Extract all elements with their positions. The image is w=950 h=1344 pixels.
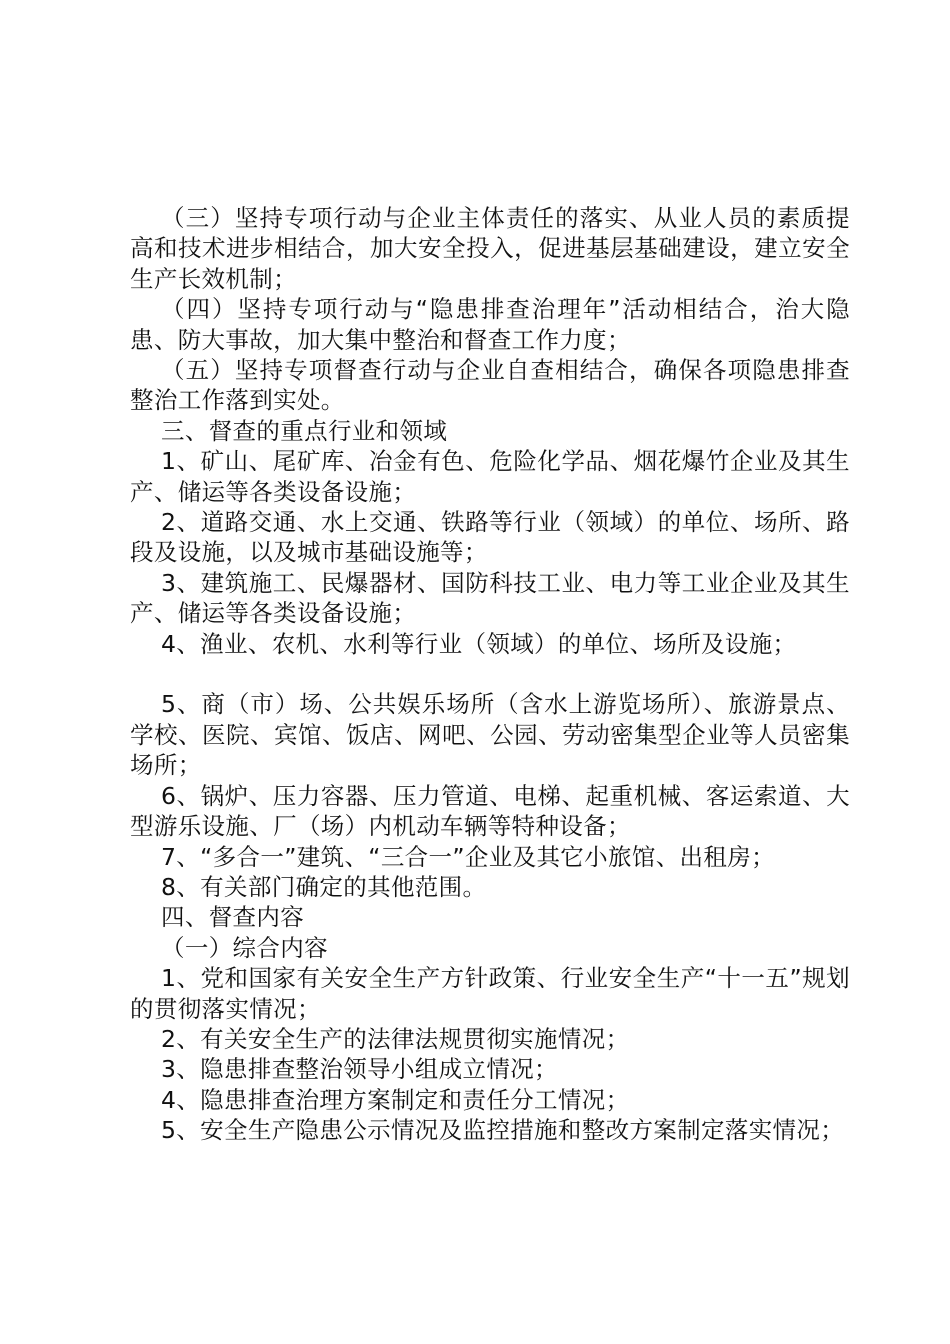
list-item-industry-3: 3、建筑施工、民爆器材、国防科技工业、电力等工业企业及其生产、储运等各类设备设施； xyxy=(130,568,850,628)
list-item-content-5: 5、安全生产隐患公示情况及监控措施和整改方案制定落实情况； xyxy=(161,1116,845,1145)
list-item-industry-6: 6、锅炉、压力容器、压力管道、电梯、起重机械、客运索道、大型游乐设施、厂（场）内机动车辆等特种设备； xyxy=(130,781,850,841)
paragraph-principle-3: （三）坚持专项行动与企业主体责任的落实、从业人员的素质提高和技术进步相结合，加大安全投入，促进基层基础建设，建立安全生产长效机制； xyxy=(130,204,850,293)
paragraph-principle-4: （四）坚持专项行动与“隐患排查治理年”活动相结合，治大隐患、防大事故，加大集中整治和督查工作力度； xyxy=(130,295,850,354)
blank-line xyxy=(130,659,850,689)
section-heading-key-industries: 三、督查的重点行业和领域 xyxy=(161,416,448,445)
document-body xyxy=(130,203,850,1146)
list-item-industry-2: 2、道路交通、水上交通、铁路等行业（领域）的单位、场所、路段及设施，以及城市基础设施等； xyxy=(130,508,850,567)
list-item-content-1: 1、党和国家有关安全生产方针政策、行业安全生产“十一五”规划的贯彻落实情况； xyxy=(130,964,850,1023)
list-item-content-4: 4、隐患排查治理方案制定和责任分工情况； xyxy=(161,1085,630,1114)
list-item-industry-8: 8、有关部门确定的其他范围。 xyxy=(161,872,487,901)
list-item-industry-1: 1、矿山、尾矿库、冶金有色、危险化学品、烟花爆竹企业及其生产、储运等各类设备设施； xyxy=(130,447,850,506)
subsection-heading-general: （一）综合内容 xyxy=(161,933,328,962)
list-item-content-3: 3、隐患排查整治领导小组成立情况； xyxy=(161,1055,558,1084)
list-item-industry-5: 5、商（市）场、公共娱乐场所（含水上游览场所）、旅游景点、学校、医院、宾馆、饭店、网吧、公园、劳动密集型企业等人员密集场所； xyxy=(130,690,850,780)
paragraph-principle-5: （五）坚持专项督查行动与企业自查相结合，确保各项隐患排查整治工作落到实处。 xyxy=(130,356,850,415)
list-item-content-2: 2、有关安全生产的法律法规贯彻实施情况； xyxy=(161,1024,630,1053)
list-item-industry-4: 4、渔业、农机、水利等行业（领域）的单位、场所及设施； xyxy=(161,629,797,658)
section-heading-inspection-content: 四、督查内容 xyxy=(161,903,305,932)
list-item-industry-7: 7、“多合一”建筑、“三合一”企业及其它小旅馆、出租房； xyxy=(161,842,775,871)
